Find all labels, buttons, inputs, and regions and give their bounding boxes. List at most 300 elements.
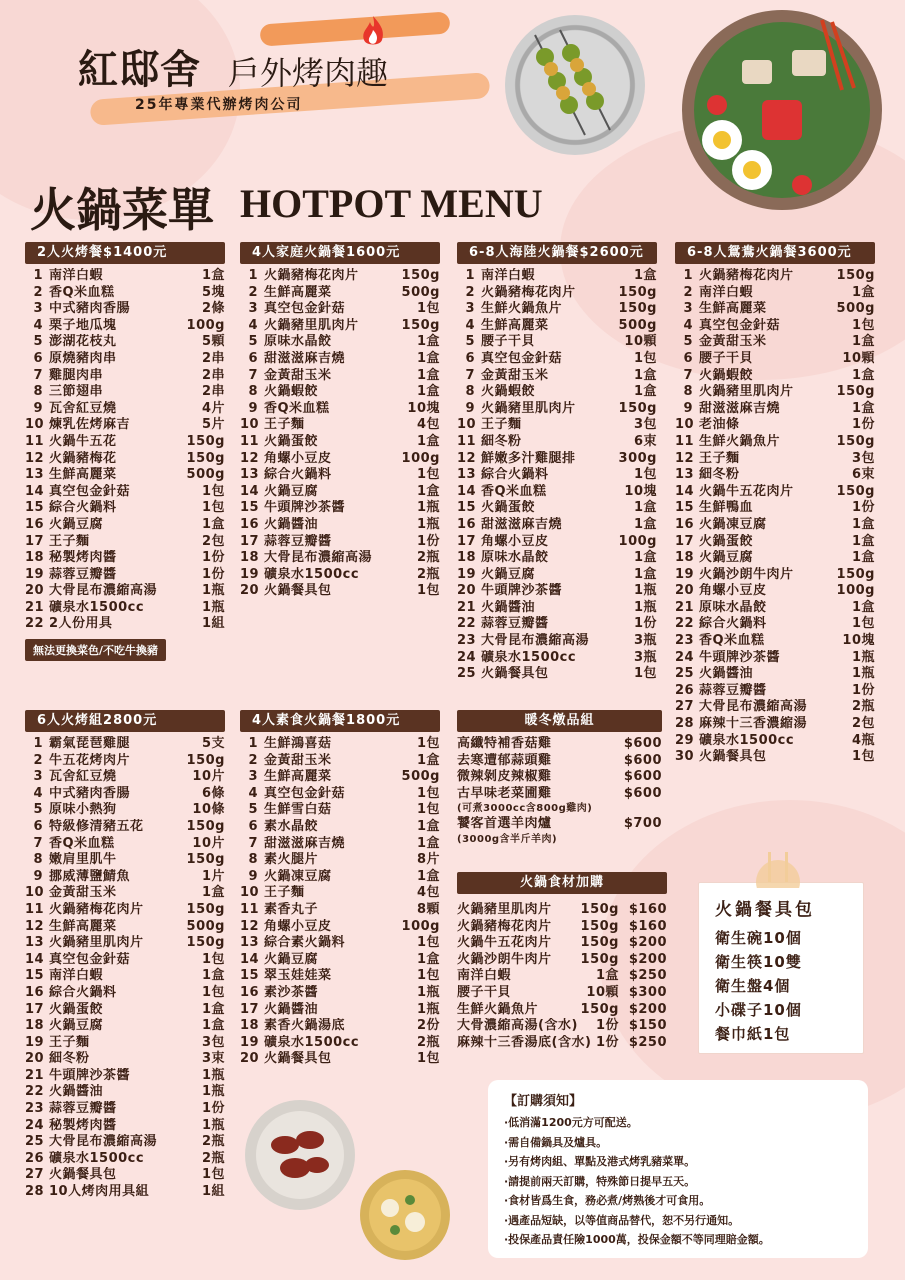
item-number: 2	[33, 752, 43, 768]
item-number: 8	[248, 384, 258, 400]
item-qty: 1盒	[416, 334, 440, 350]
item-qty: 1瓶	[416, 516, 440, 532]
item-qty: 10塊	[624, 483, 657, 499]
item-number: 15	[675, 500, 695, 516]
item-qty: 1份	[416, 533, 440, 549]
kit-item: 衛生碗10個	[715, 929, 802, 947]
item-qty: 1盒	[416, 818, 440, 834]
addon-qty: 1盒	[595, 968, 619, 984]
item-number: 4	[33, 785, 43, 801]
item-number: 3	[465, 301, 475, 317]
item-number: 7	[683, 367, 693, 383]
item-number: 25	[675, 666, 695, 682]
menu-item	[25, 869, 225, 886]
notice-item: ·遇產品短缺，以等值商品替代，恕不另行通知。	[504, 1213, 740, 1227]
item-qty: 1包	[633, 350, 657, 366]
item-qty: 8片	[416, 852, 440, 868]
item-number: 8	[33, 384, 43, 400]
item-number: 15	[25, 500, 45, 516]
item-number: 17	[457, 533, 477, 549]
item-number: 5	[465, 334, 475, 350]
menu-item	[457, 401, 657, 418]
item-qty: 1包	[201, 951, 225, 967]
item-qty: 1份	[201, 1101, 225, 1117]
item-qty: 1盒	[851, 334, 875, 350]
item-name: 素香丸子	[264, 901, 319, 917]
item-name: 火鍋豬里肌肉片	[264, 317, 359, 333]
set-header: 2人火烤餐$1400元	[25, 242, 225, 264]
item-name: 牛頭牌沙茶醬	[481, 583, 563, 599]
menu-item	[240, 836, 440, 853]
item-number: 4	[33, 317, 43, 333]
item-name: 火鍋凍豆腐	[699, 516, 767, 532]
item-name: 三節翅串	[49, 384, 104, 400]
item-qty: 1盒	[633, 500, 657, 516]
addon-item	[457, 985, 667, 1002]
item-name: 金黃甜玉米	[699, 334, 767, 350]
menu-item	[240, 550, 440, 567]
item-name: 金黃甜玉米	[264, 367, 332, 383]
item-name: 火鍋餐具包	[699, 749, 767, 765]
item-number: 6	[683, 350, 693, 366]
item-qty: 2份	[416, 1018, 440, 1034]
item-qty: 5塊	[201, 284, 225, 300]
item-qty: 1瓶	[851, 666, 875, 682]
stew-price: $600	[623, 769, 662, 785]
menu-item	[240, 985, 440, 1002]
menu-item	[25, 1151, 225, 1168]
item-number: 27	[25, 1167, 45, 1183]
set-6p-bbq	[25, 710, 225, 1201]
item-number: 5	[248, 802, 258, 818]
addon-item	[457, 968, 667, 985]
menu-item	[25, 401, 225, 418]
addon-qty: 150g	[580, 902, 619, 917]
item-name: 火鍋牛五花肉片	[699, 483, 794, 499]
item-qty: 100g	[618, 533, 657, 549]
item-qty: 6條	[201, 785, 225, 801]
item-qty: 1瓶	[201, 1067, 225, 1083]
item-name: 細冬粉	[699, 467, 740, 483]
item-number: 15	[240, 968, 260, 984]
menu-item	[675, 567, 875, 584]
menu-item	[457, 633, 657, 650]
item-number: 12	[25, 450, 45, 466]
item-number: 16	[240, 516, 260, 532]
item-qty: 150g	[401, 317, 440, 333]
item-number: 13	[240, 467, 260, 483]
item-number: 16	[25, 984, 45, 1000]
item-qty: 150g	[618, 400, 657, 416]
item-number: 3	[33, 301, 43, 317]
menu-item	[25, 919, 225, 936]
item-number: 13	[25, 467, 45, 483]
item-qty: 150g	[836, 483, 875, 499]
item-qty: 1包	[416, 467, 440, 483]
meat-plate-image	[245, 1100, 355, 1210]
kit-item: 衛生筷10雙	[715, 953, 802, 971]
menu-item	[25, 902, 225, 919]
item-number: 29	[675, 732, 695, 748]
item-qty: 1盒	[416, 868, 440, 884]
item-name: 礦泉水1500cc	[264, 566, 360, 582]
item-number: 8	[683, 384, 693, 400]
menu-item	[457, 301, 657, 318]
item-number: 4	[248, 317, 258, 333]
item-name: 南洋白蝦	[699, 284, 754, 300]
set-header: 4人素食火鍋餐1800元	[240, 710, 440, 732]
menu-item	[457, 484, 657, 501]
item-name: 王子麵	[699, 450, 740, 466]
addon-qty: 150g	[580, 1001, 619, 1017]
menu-item	[240, 736, 440, 753]
menu-item	[457, 550, 657, 567]
item-number: 14	[25, 483, 45, 499]
item-name: 南洋白蝦	[49, 968, 104, 984]
menu-item	[25, 1018, 225, 1035]
item-number: 9	[33, 868, 43, 884]
menu-item	[675, 749, 875, 766]
kit-item: 餐巾紙1包	[715, 1025, 791, 1043]
menu-item	[25, 434, 225, 451]
skewer-plate-image	[505, 15, 645, 155]
item-qty: 1包	[416, 583, 440, 599]
item-qty: 5片	[201, 417, 225, 433]
menu-item	[240, 467, 440, 484]
stew-price: $600	[623, 736, 662, 751]
menu-item	[457, 334, 657, 351]
item-number: 18	[675, 550, 695, 566]
item-name: 蒜蓉豆瓣醬	[699, 682, 767, 698]
item-name: 綜合火鍋料	[49, 984, 117, 1000]
item-qty: 1包	[416, 736, 440, 751]
item-name: 綜合素火鍋料	[264, 935, 346, 951]
addon-name: 麻辣十三香湯底(含水)	[457, 1034, 592, 1050]
menu-item	[240, 401, 440, 418]
item-qty: 1包	[201, 500, 225, 516]
item-name: 真空包金針菇	[49, 951, 131, 967]
menu-item	[25, 1184, 225, 1201]
item-name: 麻辣十三香濃縮湯	[699, 716, 808, 732]
item-name: 礦泉水1500cc	[264, 1034, 360, 1050]
item-name: 蒜蓉豆瓣醬	[481, 616, 549, 632]
item-name: 生鮮高麗菜	[699, 301, 767, 317]
menu-item	[25, 484, 225, 501]
item-qty: 500g	[836, 301, 875, 317]
menu-item	[240, 351, 440, 368]
item-number: 14	[25, 951, 45, 967]
item-name: 2人份用具	[49, 616, 113, 632]
menu-item	[675, 699, 875, 716]
item-name: 礦泉水1500cc	[49, 1150, 145, 1166]
item-number: 19	[25, 1034, 45, 1050]
item-number: 2	[248, 284, 258, 300]
item-number: 24	[457, 649, 477, 665]
item-number: 8	[33, 852, 43, 868]
item-qty: 1包	[416, 935, 440, 951]
item-name: 礦泉水1500cc	[699, 732, 795, 748]
item-number: 20	[240, 1051, 260, 1067]
item-number: 20	[457, 583, 477, 599]
item-number: 17	[240, 1001, 260, 1017]
item-name: 栗子地瓜塊	[49, 317, 117, 333]
item-number: 5	[683, 334, 693, 350]
item-qty: 1盒	[416, 350, 440, 366]
item-qty: 1組	[201, 616, 225, 632]
item-name: 瓦舍紅豆燒	[49, 769, 117, 785]
menu-item	[457, 351, 657, 368]
menu-item	[675, 633, 875, 650]
item-name: 香Q米血糕	[49, 835, 115, 851]
order-notice	[488, 1080, 868, 1258]
addon-price: $160	[628, 918, 667, 934]
item-name: 原味水晶餃	[264, 334, 332, 350]
item-name: 生鮮火鍋魚片	[699, 433, 781, 449]
item-qty: 100g	[186, 317, 225, 333]
menu-item	[25, 534, 225, 551]
item-name: 細冬粉	[49, 1051, 90, 1067]
item-number: 22	[675, 616, 695, 632]
menu-item	[25, 500, 225, 517]
item-name: 大骨昆布濃縮高湯	[49, 583, 158, 599]
item-name: 細冬粉	[481, 433, 522, 449]
brush-stroke	[259, 11, 450, 46]
stew-lamb-item: 饕客首選羊肉爐 $700	[457, 816, 662, 832]
item-qty: 1份	[851, 500, 875, 516]
item-name: 火鍋凍豆腐	[264, 868, 332, 884]
item-name: 火鍋醬油	[264, 516, 319, 532]
item-name: 火鍋牛五花	[49, 433, 117, 449]
item-name: 角螺小豆皮	[481, 533, 549, 549]
item-number: 13	[675, 467, 695, 483]
item-name: 火鍋蛋餃	[481, 500, 536, 516]
item-number: 5	[33, 802, 43, 818]
item-name: 綜合火鍋料	[481, 467, 549, 483]
item-number: 17	[25, 1001, 45, 1017]
item-qty: 6束	[851, 467, 875, 483]
menu-item	[25, 885, 225, 902]
menu-item	[25, 1051, 225, 1068]
item-qty: 100g	[836, 583, 875, 599]
item-qty: 1盒	[201, 885, 225, 901]
item-name: 腰子干貝	[481, 334, 536, 350]
item-qty: 2瓶	[851, 699, 875, 715]
item-qty: 3束	[201, 1051, 225, 1067]
addon-header: 火鍋食材加購	[457, 872, 667, 894]
item-name: 生鮮高麗菜	[264, 769, 332, 785]
item-qty: 500g	[186, 918, 225, 934]
item-number: 19	[457, 566, 477, 582]
item-name: 翠玉娃娃菜	[264, 968, 332, 984]
item-number: 19	[25, 566, 45, 582]
menu-item	[25, 616, 225, 633]
menu-item	[240, 567, 440, 584]
stew-section	[457, 710, 662, 847]
addon-price: $250	[628, 968, 667, 984]
addon-price: $200	[628, 935, 667, 951]
item-qty: 1包	[201, 984, 225, 1000]
item-number: 20	[25, 1051, 45, 1067]
item-qty: 1盒	[416, 951, 440, 967]
stew-name: 高纖特補香菇雞	[457, 736, 552, 751]
notice-item: ·需自備鍋具及爐具。	[504, 1135, 608, 1149]
item-number: 19	[240, 1034, 260, 1050]
item-number: 1	[248, 268, 258, 283]
item-qty: 3包	[201, 1034, 225, 1050]
item-name: 甜滋滋麻吉燒	[264, 835, 346, 851]
item-name: 甜滋滋麻吉燒	[264, 350, 346, 366]
brand-subtitle: 戶外烤肉趣	[228, 54, 389, 92]
item-name: 火鍋蝦餃	[264, 384, 319, 400]
item-name: 生鮮鴨血	[699, 500, 754, 516]
item-name: 火鍋豬梅花肉片	[49, 901, 144, 917]
menu-item	[675, 733, 875, 750]
item-name: 火鍋沙朗牛肉片	[699, 566, 794, 582]
item-qty: 1包	[201, 1167, 225, 1183]
item-name: 大骨昆布濃縮高湯	[699, 699, 808, 715]
menu-item	[240, 318, 440, 335]
item-name: 大骨昆布濃縮高湯	[264, 550, 373, 566]
item-number: 9	[33, 400, 43, 416]
menu-item	[240, 902, 440, 919]
item-number: 25	[25, 1134, 45, 1150]
set-68p-yuanyang	[675, 242, 875, 766]
menu-item	[457, 650, 657, 667]
menu-item	[25, 334, 225, 351]
item-qty: 3瓶	[633, 649, 657, 665]
addon-price: $200	[628, 951, 667, 967]
item-number: 17	[25, 533, 45, 549]
item-number: 9	[465, 400, 475, 416]
item-name: 素沙茶醬	[264, 984, 319, 1000]
item-qty: 1盒	[851, 516, 875, 532]
item-qty: 500g	[618, 317, 657, 333]
utensil-kit-card	[698, 882, 864, 1054]
item-number: 11	[25, 433, 45, 449]
item-qty: 10片	[192, 835, 225, 851]
menu-item	[457, 583, 657, 600]
item-number: 16	[240, 984, 260, 1000]
item-qty: 150g	[836, 433, 875, 449]
item-name: 真空包金針菇	[481, 350, 563, 366]
item-number: 11	[240, 433, 260, 449]
item-qty: 150g	[401, 268, 440, 283]
menu-item	[25, 1084, 225, 1101]
item-number: 5	[33, 334, 43, 350]
addon-qty: 1份	[595, 1018, 619, 1034]
item-name: 真空包金針菇	[264, 785, 346, 801]
menu-item	[25, 802, 225, 819]
menu-item	[25, 1134, 225, 1151]
item-qty: 1片	[201, 868, 225, 884]
menu-title-en: HOTPOT MENU	[240, 181, 543, 226]
item-qty: 150g	[186, 818, 225, 834]
item-number: 15	[457, 500, 477, 516]
item-qty: 1盒	[633, 367, 657, 383]
item-number: 21	[675, 599, 695, 615]
item-name: 南洋白蝦	[49, 268, 104, 283]
addon-item	[457, 1035, 667, 1052]
item-name: 牛頭牌沙茶醬	[699, 649, 781, 665]
menu-item	[25, 1101, 225, 1118]
stew-note: (3000g含半斤羊肉)	[457, 833, 558, 845]
item-qty: 1份	[201, 566, 225, 582]
menu-item	[675, 417, 875, 434]
item-name: 香Q米血糕	[49, 284, 115, 300]
item-qty: 150g	[186, 901, 225, 917]
item-name: 綜合火鍋料	[699, 616, 767, 632]
item-name: 真空包金針菇	[699, 317, 781, 333]
item-qty: 1瓶	[851, 649, 875, 665]
item-name: 雞腿肉串	[49, 367, 104, 383]
item-qty: 3瓶	[633, 633, 657, 649]
item-name: 生鮮高麗菜	[49, 467, 117, 483]
item-qty: 1包	[851, 749, 875, 765]
brand-name: 紅邸舍	[78, 46, 201, 93]
menu-item	[240, 1018, 440, 1035]
item-qty: 150g	[186, 450, 225, 466]
item-number: 12	[240, 918, 260, 934]
item-name: 蒜蓉豆瓣醬	[49, 566, 117, 582]
item-qty: 1份	[851, 417, 875, 433]
item-qty: 1盒	[633, 384, 657, 400]
menu-item	[240, 819, 440, 836]
menu-item	[675, 600, 875, 617]
menu-item	[240, 384, 440, 401]
menu-item	[25, 368, 225, 385]
item-name: 金黃甜玉米	[49, 885, 117, 901]
item-name: 素水晶餃	[264, 818, 319, 834]
item-qty: 3包	[633, 417, 657, 433]
menu-item	[25, 1167, 225, 1184]
menu-item	[457, 384, 657, 401]
item-qty: 2包	[851, 716, 875, 732]
item-name: 瓦舍紅豆燒	[49, 400, 117, 416]
stew-price: $600	[623, 785, 662, 801]
item-number: 18	[240, 550, 260, 566]
item-number: 6	[33, 350, 43, 366]
item-name: 秘製烤肉醬	[49, 550, 117, 566]
item-qty: 1包	[416, 1051, 440, 1067]
menu-item	[240, 1002, 440, 1019]
item-number: 12	[240, 450, 260, 466]
menu-item	[25, 769, 225, 786]
stew-item	[457, 753, 662, 770]
item-number: 17	[240, 533, 260, 549]
menu-item	[25, 753, 225, 770]
addon-name: 生鮮火鍋魚片	[457, 1001, 539, 1017]
menu-item	[675, 534, 875, 551]
addon-item	[457, 1002, 667, 1019]
stew-item	[457, 769, 662, 786]
item-name: 火鍋蝦餃	[699, 367, 754, 383]
menu-item	[25, 583, 225, 600]
item-qty: 100g	[401, 918, 440, 934]
menu-item	[240, 769, 440, 786]
item-number: 22	[25, 1084, 45, 1100]
stew-name: 去寒遭郁蒜頭雞	[457, 752, 552, 768]
item-number: 2	[683, 284, 693, 300]
item-number: 24	[25, 1117, 45, 1133]
item-qty: 150g	[618, 301, 657, 317]
item-name: 大骨昆布濃縮高湯	[49, 1134, 158, 1150]
item-name: 火鍋豆腐	[49, 516, 104, 532]
addon-qty: 10顆	[586, 984, 619, 1000]
item-name: 火鍋豬梅花肉片	[264, 268, 359, 283]
menu-item	[25, 1002, 225, 1019]
item-name: 火鍋醬油	[481, 599, 536, 615]
menu-item	[240, 919, 440, 936]
